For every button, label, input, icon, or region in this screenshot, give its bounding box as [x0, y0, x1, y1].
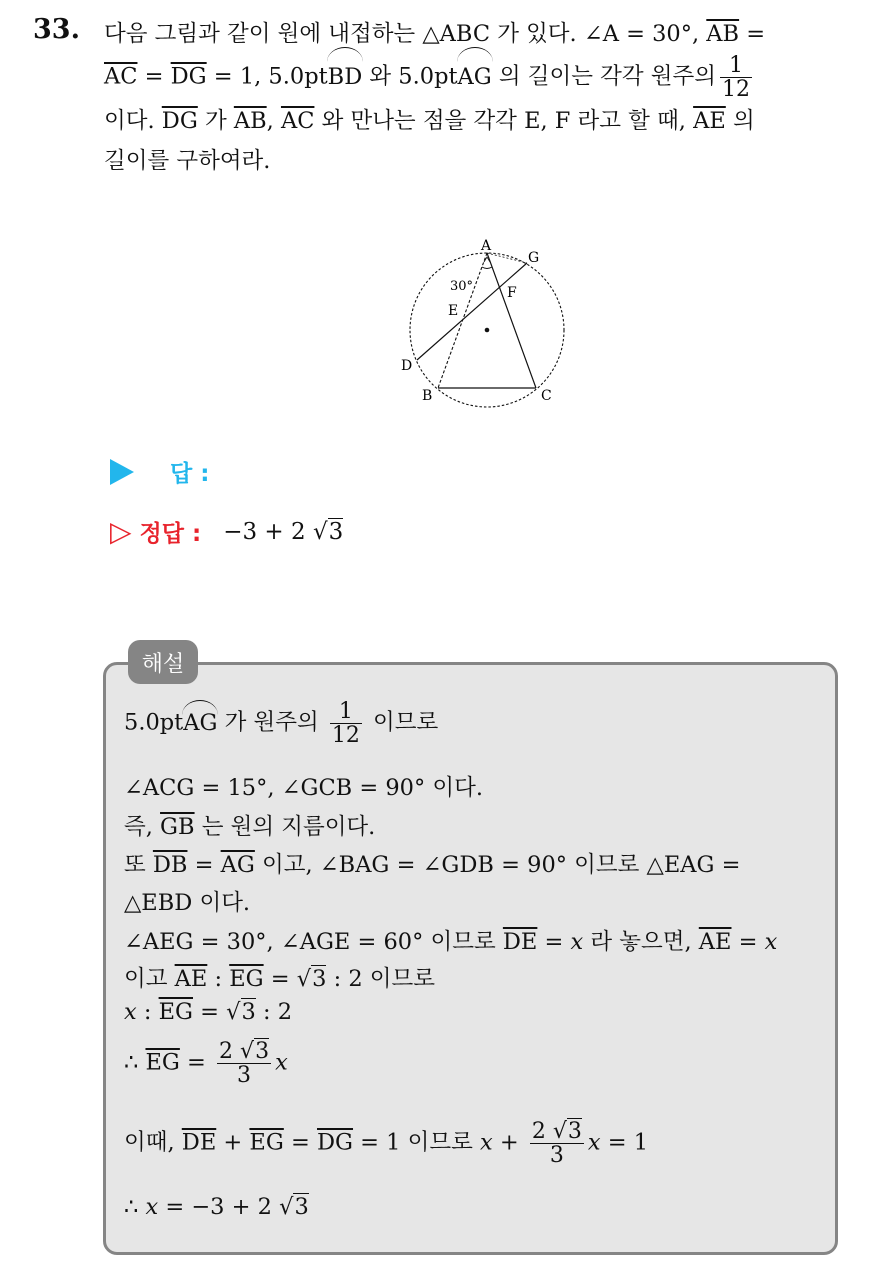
circle-center [485, 328, 490, 333]
correct-answer-label: 정답 : [139, 521, 202, 547]
segment-dg [417, 263, 527, 360]
fraction: $\frac{1}{12}$ [722, 53, 750, 103]
label-c: C [541, 388, 552, 404]
label-f: F [507, 285, 517, 301]
solution-line-7: 이고 $\overline{AE}$ : $\overline{EG} = √3$ : 2 이므로 [124, 966, 435, 992]
solution-line-5: △EBD 이다. [124, 890, 251, 916]
angle-arc [482, 267, 492, 269]
answer-row [110, 455, 209, 488]
question-number: 33. [33, 14, 80, 45]
solution-line-6: ∠AEG = 30°, ∠AGE = 60° 이므로 $\overline{DE} = x$ 라 놓으면, $\overline{AE} = x$ [124, 929, 778, 955]
solution-line-9: ∴ $\overline{EG}$ = $\frac{2 √3}{3}$ x [124, 1039, 288, 1089]
label-a: A [481, 238, 492, 254]
geometry-figure [395, 236, 575, 416]
solution-line-3: 즉, $\overline{GB}$ 는 원의 지름이다. [124, 814, 376, 840]
label-g: G [528, 250, 540, 266]
label-d: D [401, 358, 413, 374]
question-text: 다음 그림과 같이 원에 내접하는 △ABC 가 있다. ∠A = 30°, $\overline{AB}$ = $\overline{AC} = \overline{DG} = 1$, 5.0ptBD 와 5.0ptAG 의 길이는 각각 원주의 $\frac{1}{12}$ 이다. $\overline{DG}$ 가 $\overline{AB}$, $\overline{AC}$ 와 만나는 점을 각각 E, F 라고 할 때, $\overline{AE}$ 의 길이를 구하여라. [104, 21, 766, 175]
play-arrow-icon [110, 459, 134, 485]
label-b: B [422, 388, 433, 404]
correct-answer-value: −3 + 2 √3 [223, 518, 344, 545]
solution-line-11: ∴ x = −3 + 2 √3 [124, 1194, 309, 1220]
correct-answer-row [110, 515, 343, 548]
label-angle: 30° [450, 279, 474, 294]
segment-ac [487, 253, 536, 388]
answer-label: 답 : [170, 461, 210, 487]
solution-line-10: 이때, $\overline{DE} + \overline{EG} = \overline{DG} = 1$ 이므로 x + $\frac{2 √3}{3}$ x = 1 [124, 1119, 649, 1169]
solution-line-4: 또 $\overline{DB} = \overline{AG}$ 이고, ∠BAG = ∠GDB = 90° 이므로 △EAG = [124, 852, 741, 878]
solution-tag: 해설 [128, 640, 198, 684]
solution-line-2: ∠ACG = 15°, ∠GCB = 90° 이다. [124, 775, 484, 801]
label-e: E [448, 303, 459, 319]
solution-line-1: 5.0ptAG 가 원주의 $\frac{1}{12}$ 이므로 [124, 699, 439, 749]
outline-arrow-icon: ▷ [110, 514, 132, 548]
solution-line-8: x : $\overline{EG} = √3$ : 2 [124, 999, 293, 1025]
